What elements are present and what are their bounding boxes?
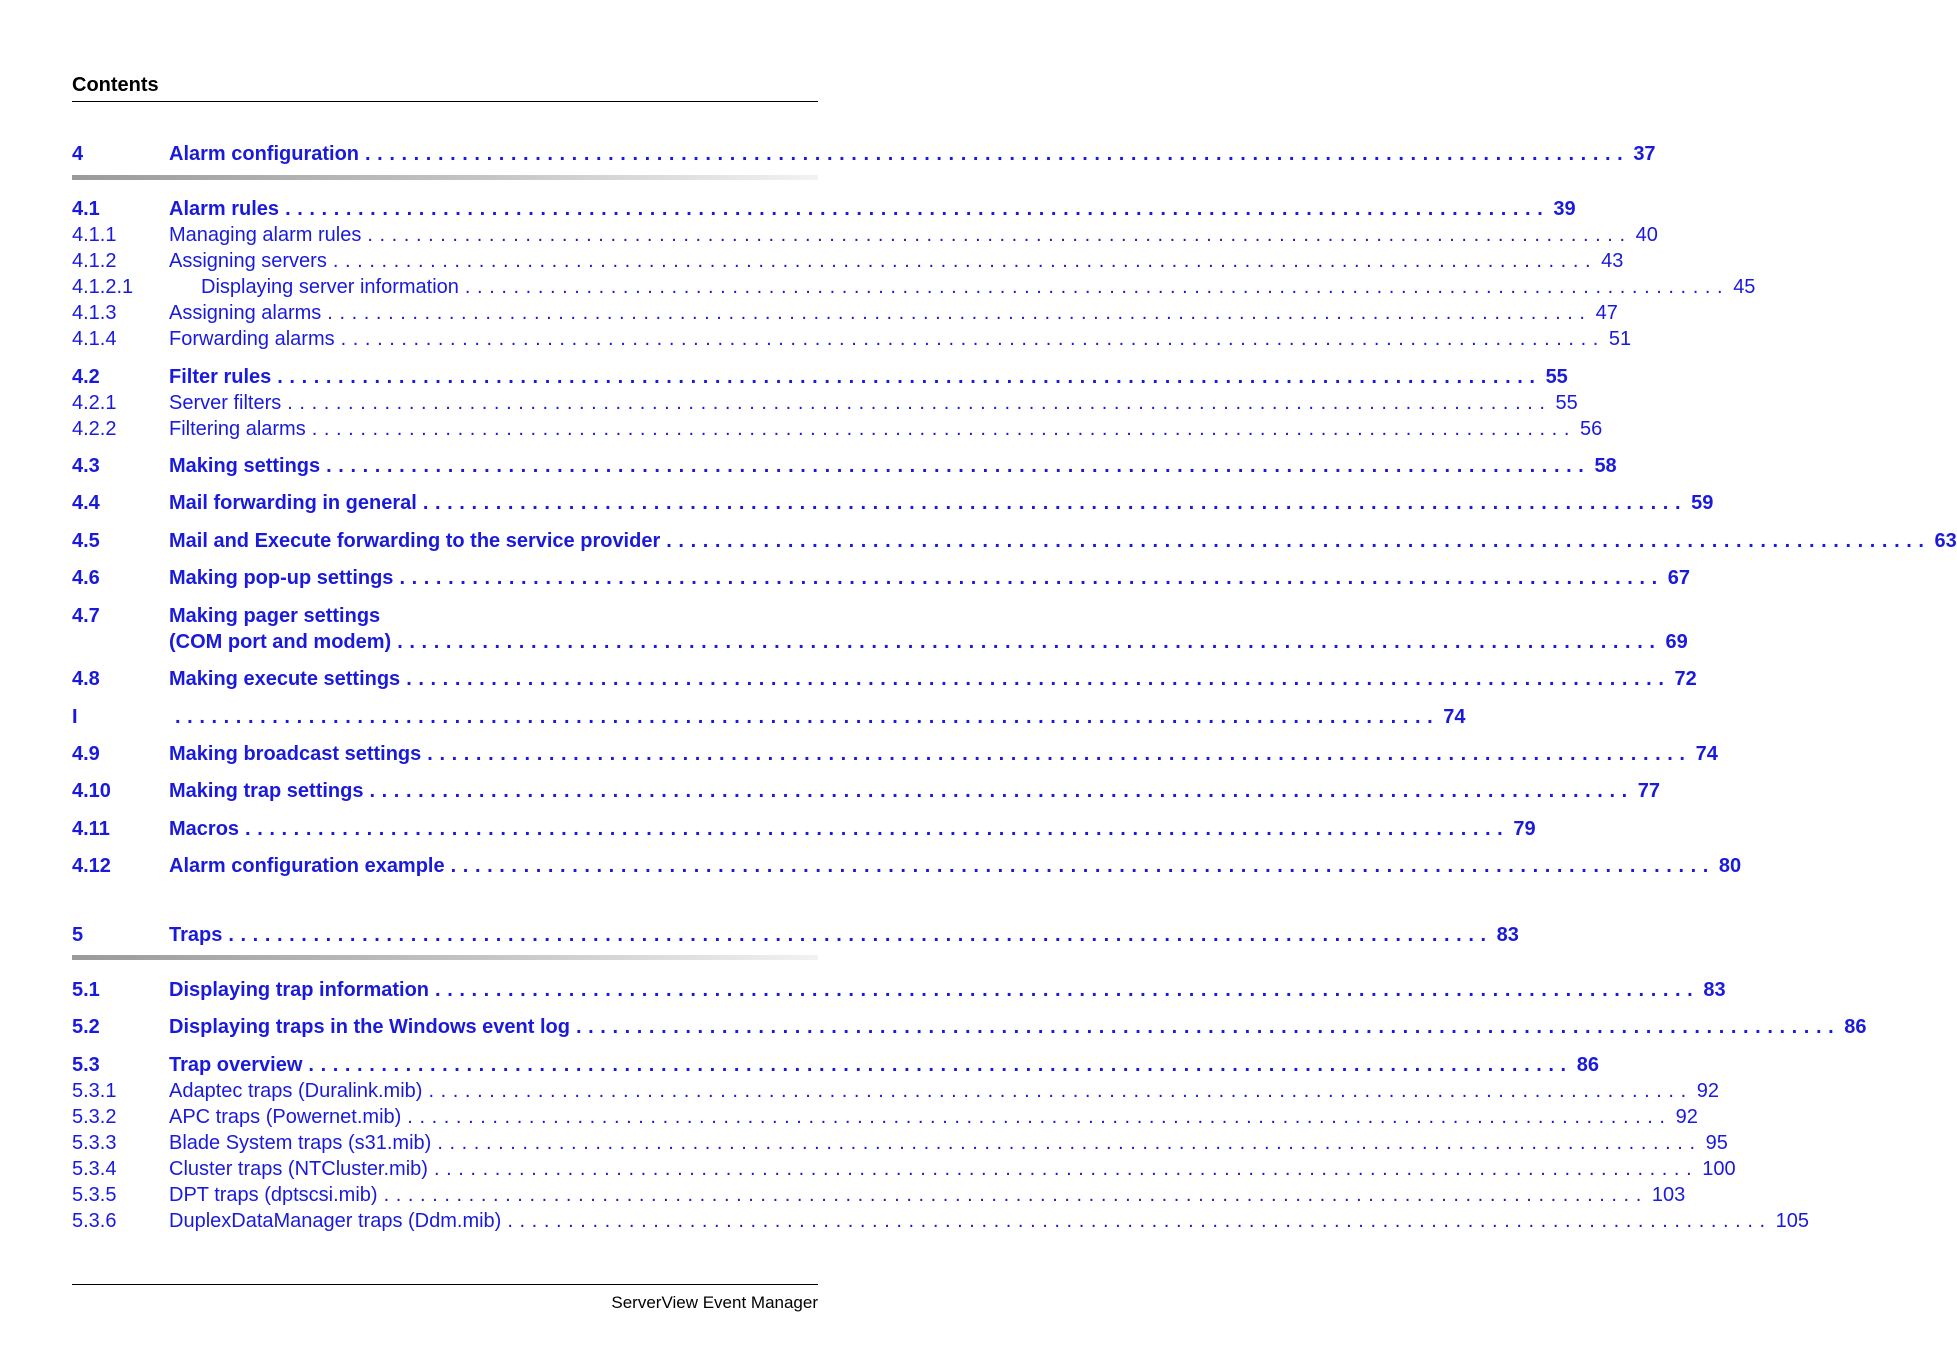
toc-number: 4.2.1 [72,392,117,414]
toc-title: Mail and Execute forwarding to the service provider [169,530,661,552]
toc-title: Making broadcast settings [169,743,422,765]
dot-leader: ........................................................................................................ [245,818,1510,840]
toc-page-number: 92 [1675,1106,1698,1128]
toc-entry-4-1-2[interactable] [72,248,1624,274]
toc-title: Making execute settings [169,668,401,690]
dot-leader: ........................................................................................................ [287,392,1552,414]
toc-page-number: 59 [1691,492,1714,514]
toc-title: Alarm rules [169,198,280,220]
toc-entry-4-2-1[interactable] [72,390,1578,416]
toc-number: 4.1.4 [72,328,117,350]
dot-leader: ........................................................................................................ [369,780,1634,802]
header-rule [72,101,818,102]
dot-leader: ........................................................................................................ [433,1158,1699,1180]
toc-title: Forwarding alarms [169,328,335,350]
page-header-title: Contents [72,74,159,96]
toc-title: APC traps (Powernet.mib) [169,1106,402,1128]
toc-page-number: 56 [1580,418,1603,440]
toc-page-number: 72 [1674,668,1697,690]
toc-entry-4[interactable] [72,141,1656,167]
dot-leader: ........................................................................................................ [332,250,1598,272]
toc-title: Assigning servers [169,250,327,272]
toc-number: 4.2 [72,366,100,388]
toc-page-number: 37 [1633,143,1656,165]
toc-entry-4-6[interactable] [72,565,1690,591]
toc-number: 4.1.2.1 [72,276,134,298]
toc-entry-i[interactable] [72,704,1466,730]
toc-page-number: 47 [1595,302,1618,324]
toc-number: 4 [72,143,84,165]
dot-leader: ........................................................................................................ [277,366,1542,388]
dot-leader: ........................................................................................................ [507,1210,1772,1232]
toc-page-number: 95 [1705,1132,1728,1154]
toc-page-number: 83 [1703,979,1726,1001]
toc-number: 5.1 [72,979,100,1001]
dot-leader: ........................................................................................................ [666,530,1931,552]
toc-title: Macros [169,818,240,840]
toc-title: Alarm configuration [169,143,360,165]
toc-entry-5-3-6[interactable] [72,1208,1810,1234]
toc-page-number: 55 [1555,392,1578,414]
toc-entry-5[interactable] [72,922,1519,948]
toc-page-number: 74 [1443,706,1466,728]
dot-leader: ........................................................................................................ [427,743,1692,765]
toc-entry-4-1-2-1[interactable] [72,274,1756,300]
chapter-rule [72,955,818,960]
toc-title: Displaying server information [201,276,459,298]
toc-entry-4-10[interactable] [72,778,1661,804]
toc-page-number: 86 [1844,1016,1867,1038]
toc-entry-4-1-1[interactable] [72,222,1658,248]
dot-leader: ........................................................................................................ [308,1054,1573,1076]
toc-entry-4-5[interactable] [72,528,1957,554]
dot-leader: ........................................................................................................ [175,706,1440,728]
toc-title: Blade System traps (s31.mib) [169,1132,432,1154]
dot-leader: ........................................................................................................ [422,492,1688,514]
toc-page-number: 83 [1496,924,1519,946]
toc-title: Making pop-up settings [169,567,394,589]
toc-number: 4.3 [72,455,100,477]
dot-leader: ........................................................................................................ [285,198,1550,220]
toc-page-number: 40 [1635,224,1658,246]
toc-page-number: 69 [1665,631,1688,653]
toc-entry-4-2-2[interactable] [72,416,1603,442]
toc-number: 4.12 [72,855,111,877]
toc-entry-4-3[interactable] [72,453,1617,479]
toc-number: 4.1 [72,198,100,220]
toc-entry-4-9[interactable] [72,741,1718,767]
toc-number: 4.6 [72,567,100,589]
toc-entry-4-8[interactable] [72,666,1697,692]
toc-number: 5 [72,924,84,946]
toc-title: Server filters [169,392,282,414]
toc-number: 4.5 [72,530,100,552]
dot-leader: ........................................................................................................ [437,1132,1702,1154]
toc-page-number: 77 [1637,780,1661,802]
dot-leader: ........................................................................................................ [327,302,1592,324]
toc-entry-5-3-4[interactable] [72,1156,1736,1182]
toc-title: Adaptec traps (Duralink.mib) [169,1080,423,1102]
toc-entry-4-7-continued[interactable] [72,629,1688,655]
toc-number: 4.1.1 [72,224,117,246]
toc-page-number: 105 [1775,1210,1810,1232]
dot-leader: ........................................................................................................ [365,143,1630,165]
dot-leader: ........................................................................................................ [399,567,1664,589]
toc-page-number: 103 [1651,1184,1686,1206]
toc-number: 5.3 [72,1054,100,1076]
dot-leader: ........................................................................................................ [464,276,1730,298]
toc-title: DuplexDataManager traps (Ddm.mib) [169,1210,502,1232]
toc-title: Making pager settings [169,605,381,627]
toc-number: 5.3.6 [72,1210,117,1232]
toc-page-number: 74 [1695,743,1718,765]
footer-rule [72,1284,818,1285]
toc-entry-5-3[interactable] [72,1052,1599,1078]
toc-page-number: 39 [1553,198,1576,220]
toc-page-number: 55 [1545,366,1568,388]
toc-title: DPT traps (dptscsi.mib) [169,1184,378,1206]
toc-title: Mail forwarding in general [169,492,417,514]
dot-leader: ........................................................................................................ [435,979,1700,1001]
dot-leader: ........................................................................................................ [383,1184,1648,1206]
toc-number: 5.3.1 [72,1080,117,1102]
toc-entry-5-3-5[interactable] [72,1182,1686,1208]
toc-title: Filtering alarms [169,418,306,440]
toc-page-number: 45 [1733,276,1756,298]
toc-title: Making settings [169,455,321,477]
toc-number: 4.1.3 [72,302,117,324]
toc-entry-5-2[interactable] [72,1014,1867,1040]
toc-page-number: 67 [1667,567,1690,589]
toc-number: 5.2 [72,1016,100,1038]
toc-number: 4.4 [72,492,100,514]
toc-page-number: 63 [1934,530,1957,552]
toc-number: 4.7 [72,605,100,627]
toc-title: Trap overview [169,1054,303,1076]
toc-page-number: 92 [1696,1080,1719,1102]
toc-number: 5.3.4 [72,1158,117,1180]
toc-page-number: 51 [1608,328,1632,350]
dot-leader: ........................................................................................................ [428,1080,1693,1102]
toc-entry-4-4[interactable] [72,490,1714,516]
toc-entry-4-1-3[interactable] [72,300,1618,326]
toc-entry-5-3-1[interactable] [72,1078,1719,1104]
dot-leader: ........................................................................................................ [575,1016,1841,1038]
dot-leader: ........................................................................................................ [406,668,1671,690]
toc-entry-4-2[interactable] [72,364,1568,390]
toc-title: Displaying trap information [169,979,430,1001]
toc-title: (COM port and modem) [169,631,392,653]
toc-number: 5.3.3 [72,1132,117,1154]
toc-title: Managing alarm rules [169,224,362,246]
dot-leader: ........................................................................................................ [311,418,1576,440]
toc-entry-4-1[interactable] [72,196,1576,222]
toc-title: Alarm configuration example [169,855,445,877]
toc-title: Cluster traps (NTCluster.mib) [169,1158,428,1180]
toc-entry-4-12[interactable] [72,853,1742,879]
toc-title: Filter rules [169,366,272,388]
dot-leader: ........................................................................................................ [450,855,1715,877]
toc-number: I [72,706,78,728]
toc-entry-4-11[interactable] [72,816,1536,842]
toc-page-number: 100 [1702,1158,1736,1180]
page-footer-text: ServerView Event Manager [611,1293,818,1312]
toc-title: Displaying traps in the Windows event log [169,1016,570,1038]
toc-number: 4.8 [72,668,100,690]
toc-entry-5-3-3[interactable] [72,1130,1728,1156]
toc-page-number: 43 [1601,250,1624,272]
chapter-rule [72,175,818,180]
dot-leader: ........................................................................................................ [228,924,1493,946]
toc-page-number: 86 [1576,1054,1599,1076]
toc-number: 4.11 [72,818,110,840]
toc-number: 4.2.2 [72,418,117,440]
toc-number: 4.9 [72,743,100,765]
dot-leader: ........................................................................................................ [397,631,1662,653]
toc-number: 5.3.5 [72,1184,117,1206]
toc-number: 4.10 [72,780,111,802]
toc-title: Making trap settings [169,780,364,802]
toc-entry-4-1-4[interactable] [72,326,1632,352]
dot-leader: ........................................................................................................ [407,1106,1672,1128]
toc-entry-5-1[interactable] [72,977,1726,1003]
dot-leader: ........................................................................................................ [367,224,1632,246]
toc-title: Traps [169,924,223,946]
toc-page-number: 79 [1513,818,1536,840]
toc-page-number: 80 [1718,855,1742,877]
dot-leader: ........................................................................................................ [340,328,1605,350]
toc-title: Assigning alarms [169,302,322,324]
toc-page-number: 58 [1594,455,1617,477]
toc-entry-4-7[interactable] [72,603,818,629]
dot-leader: ........................................................................................................ [326,455,1591,477]
toc-entry-5-3-2[interactable] [72,1104,1698,1130]
toc-number: 4.1.2 [72,250,117,272]
toc-number: 5.3.2 [72,1106,117,1128]
